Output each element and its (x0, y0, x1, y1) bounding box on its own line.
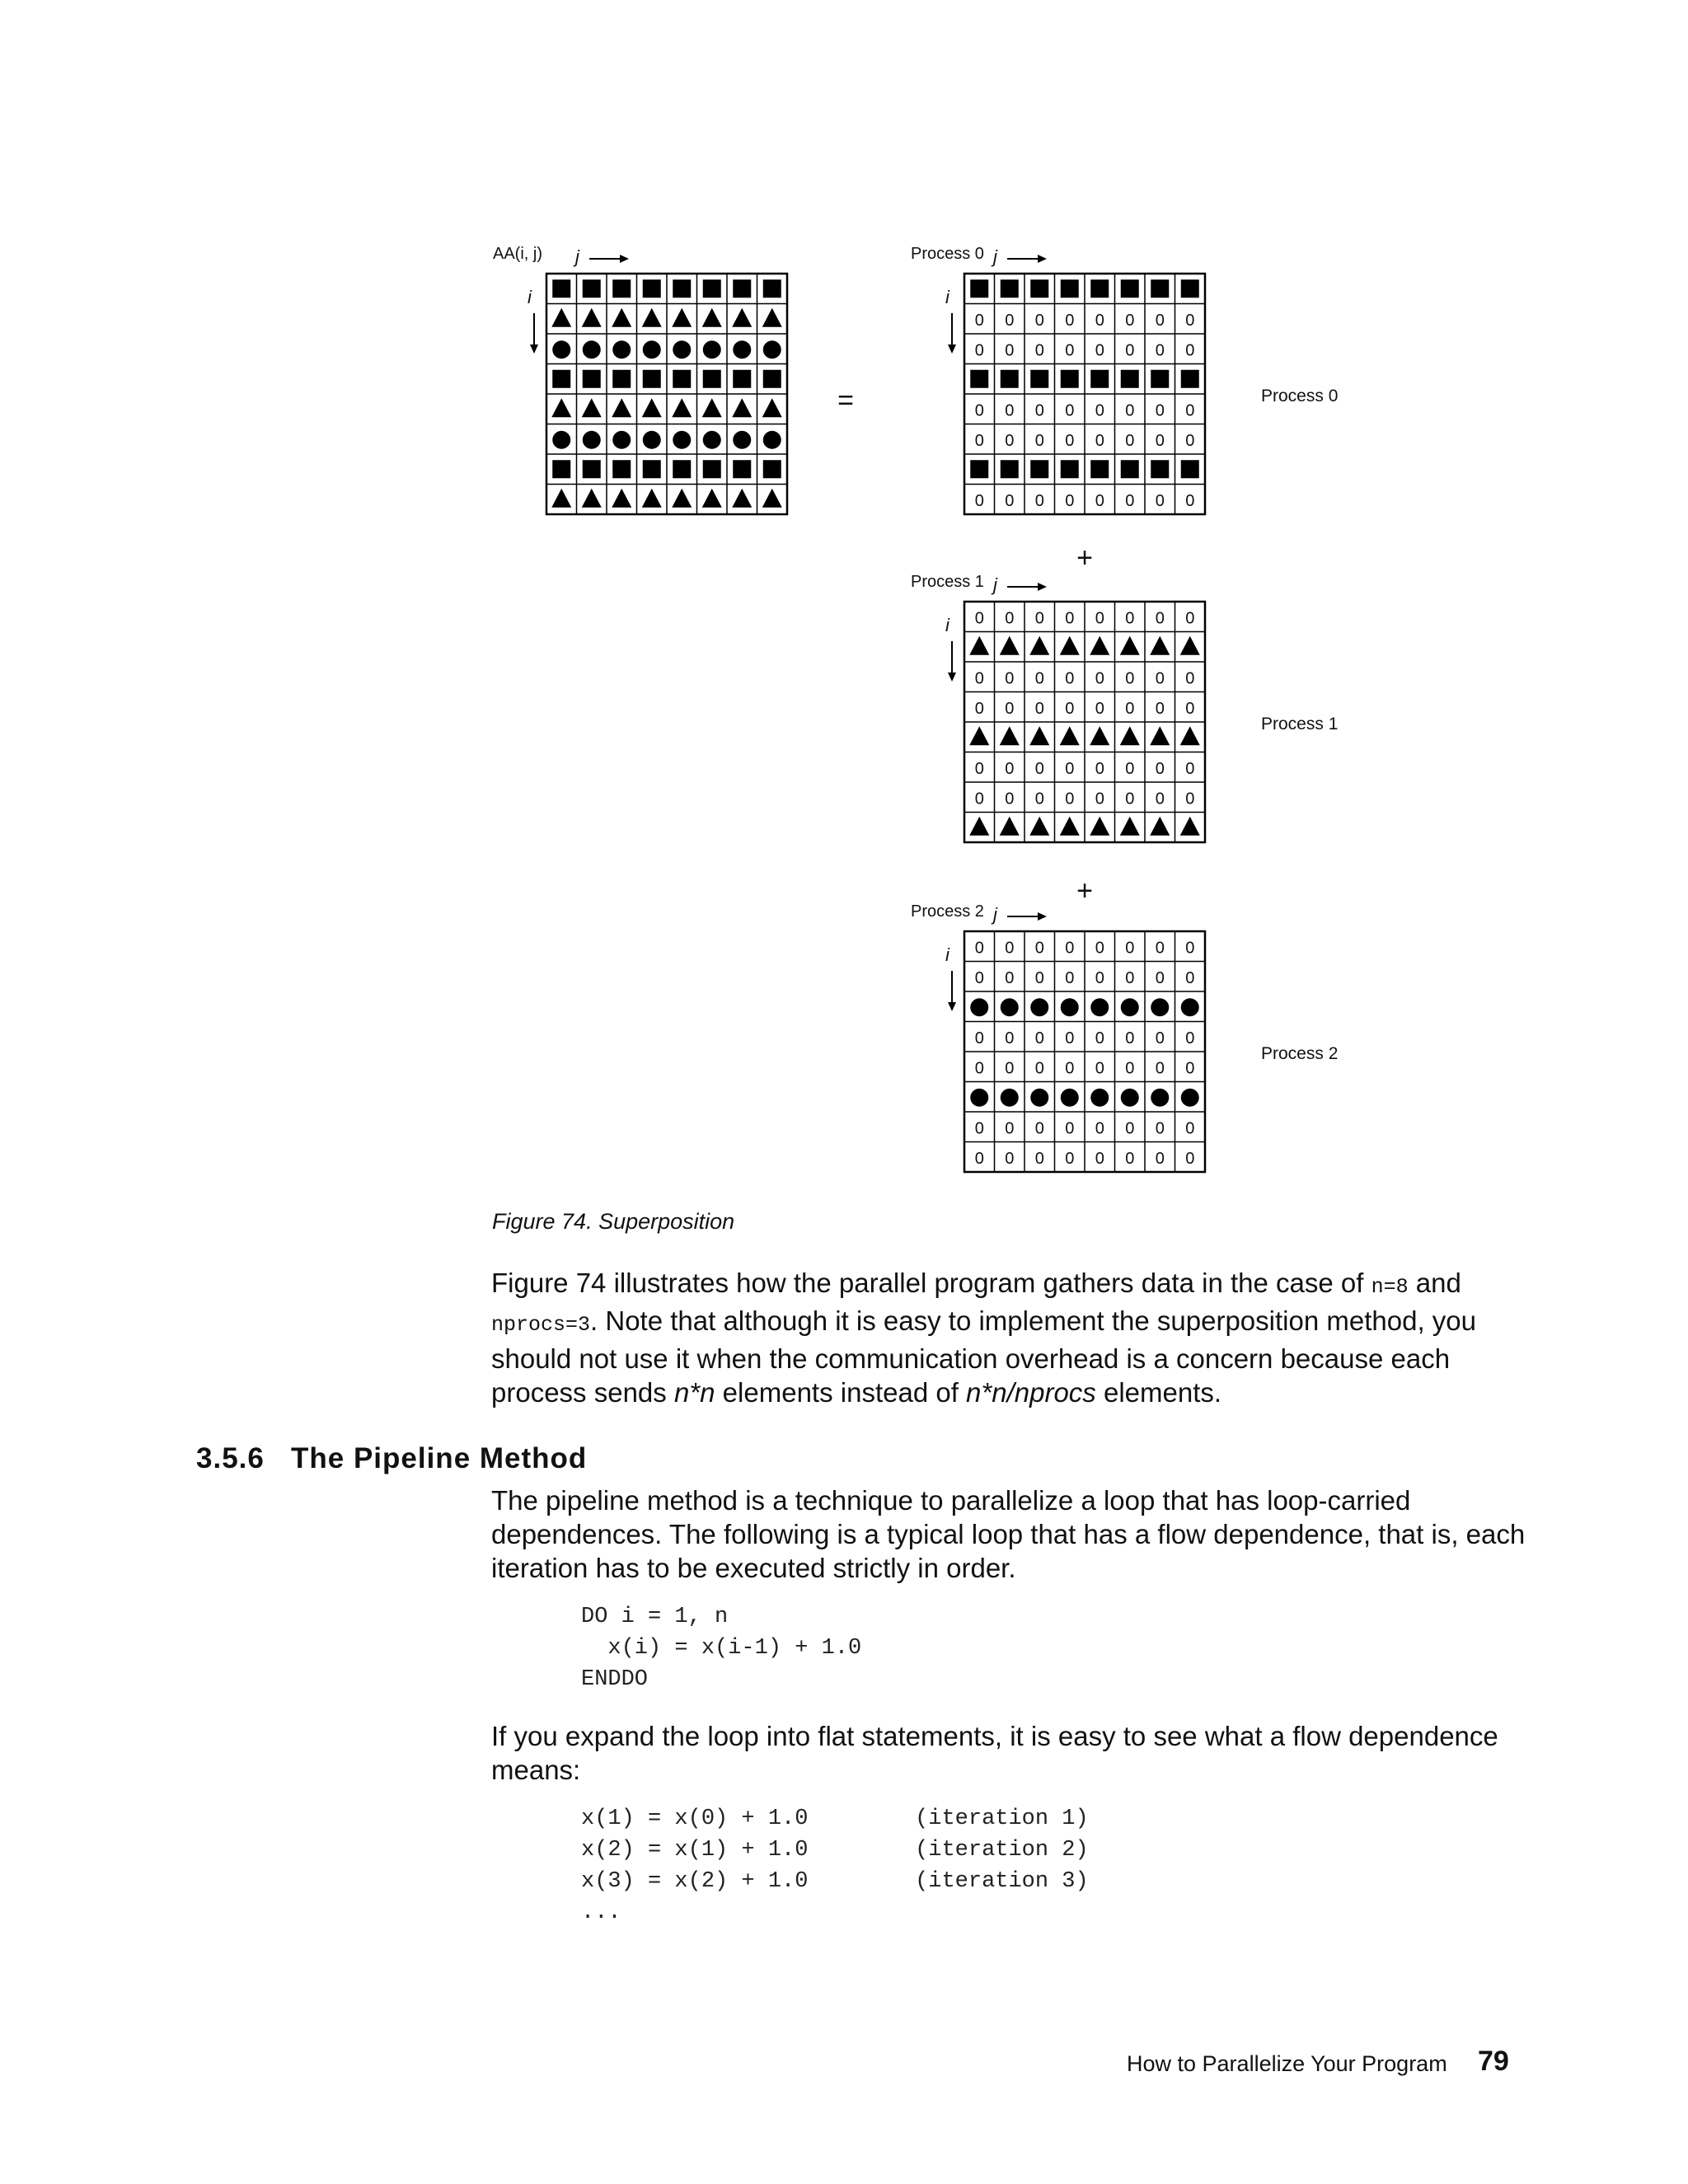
process-2-matrix-cell-zero: 0 (1005, 1029, 1015, 1047)
left-matrix-cell-square (612, 279, 631, 298)
process-2-matrix-cell-circle (1121, 998, 1139, 1016)
process-0-matrix-cell-zero: 0 (1065, 311, 1075, 330)
left-matrix-cell-square (643, 460, 661, 478)
process-1-matrix-cell-zero: 0 (1185, 609, 1195, 628)
process-1-matrix-cell-triangle (1180, 636, 1200, 655)
process-0-matrix-row-index: i (945, 287, 950, 307)
left-matrix-cell-triangle (612, 308, 631, 327)
process-2-matrix-cell-circle (1121, 1089, 1139, 1107)
process-0-matrix-cell-square (1151, 279, 1169, 298)
left-matrix-j-arrowhead (620, 255, 629, 263)
process-1-matrix-label: Process 1 (911, 573, 984, 591)
process-1-matrix-cell-zero: 0 (1005, 759, 1015, 778)
process-2-matrix-cell-zero: 0 (974, 1029, 984, 1047)
left-matrix-cell-triangle (672, 489, 692, 508)
process-1-matrix-cell-zero: 0 (1125, 790, 1135, 808)
left-matrix-cell-triangle (551, 398, 571, 417)
process-0-matrix-cell-square (1181, 279, 1199, 298)
process-0-matrix-cell-square (1061, 279, 1079, 298)
process-1-matrix-cell-zero: 0 (1065, 669, 1075, 688)
left-matrix-col-index: j (575, 246, 579, 267)
process-1-matrix-cell-zero: 0 (974, 790, 984, 808)
plus-sign: + (1076, 542, 1093, 574)
left-matrix-cell-square (643, 279, 661, 298)
process-0-matrix-cell-zero: 0 (1095, 311, 1104, 330)
process-2-matrix-cell-zero: 0 (1185, 939, 1195, 958)
code-block-loop: DO i = 1, n x(i) = x(i-1) + 1.0 ENDDO (581, 1605, 862, 1692)
process-2-matrix-cell-zero: 0 (1095, 1059, 1104, 1078)
left-matrix-cell-triangle (702, 489, 722, 508)
process-2-matrix-cell-circle (970, 998, 988, 1016)
process-1-matrix-cell-zero: 0 (1095, 669, 1104, 688)
left-matrix-cell-square (583, 460, 601, 478)
process-2-matrix-cell-zero: 0 (1065, 1119, 1075, 1138)
process-1-matrix-cell-zero: 0 (1005, 609, 1015, 628)
process-1-matrix-cell-zero: 0 (1095, 790, 1104, 808)
process-1-matrix-cell-zero: 0 (1005, 699, 1015, 718)
process-1-matrix-cell-zero: 0 (1065, 790, 1075, 808)
process-1-matrix-cell-zero: 0 (1125, 759, 1135, 778)
left-matrix-cell-square (552, 370, 570, 388)
process-1-matrix-cell-triangle (1180, 726, 1200, 745)
left-matrix-cell-triangle (582, 308, 602, 327)
process-2-matrix-cell-zero: 0 (974, 1149, 984, 1168)
left-matrix-cell-square (552, 460, 570, 478)
left-matrix-cell-circle (552, 431, 570, 449)
process-0-matrix-cell-zero: 0 (1155, 491, 1165, 510)
process-0-matrix-cell-square (1061, 370, 1079, 388)
process-1-matrix-cell-triangle (1090, 726, 1109, 745)
process-0-matrix-cell-zero: 0 (1155, 311, 1165, 330)
process-0-matrix-cell-zero: 0 (1034, 311, 1044, 330)
process-0-matrix-label: Process 0 (911, 245, 984, 263)
process-2-matrix-cell-zero: 0 (1155, 939, 1165, 958)
left-matrix-cell-triangle (551, 308, 571, 327)
process-0-matrix-cell-zero: 0 (1005, 401, 1015, 420)
left-matrix-cell-triangle (762, 489, 782, 508)
equals-sign: = (837, 385, 854, 416)
process-0-matrix-col-index: j (993, 246, 997, 267)
process-1-matrix-cell-zero: 0 (1034, 609, 1044, 628)
process-2-matrix-cell-zero: 0 (1095, 968, 1104, 987)
process-2-matrix-cell-zero: 0 (1034, 968, 1044, 987)
process-2-matrix-cell-circle (1181, 998, 1199, 1016)
process-1-matrix-cell-zero: 0 (1034, 790, 1044, 808)
process-2-matrix-cell-zero: 0 (1155, 968, 1165, 987)
process-2-matrix-cell-zero: 0 (1095, 939, 1104, 958)
left-matrix-cell-square (552, 279, 570, 298)
process-2-matrix-cell-circle (1090, 1089, 1109, 1107)
left-matrix-cell-circle (763, 340, 781, 359)
process-1-matrix-cell-triangle (1000, 636, 1020, 655)
left-matrix-cell-triangle (642, 308, 662, 327)
process-0-matrix-cell-zero: 0 (1034, 431, 1044, 450)
process-1-matrix-row-index: i (945, 615, 950, 635)
process-0-matrix-cell-zero: 0 (1034, 491, 1044, 510)
process-1-matrix-cell-zero: 0 (1185, 790, 1195, 808)
process-0-matrix-j-arrowhead (1038, 255, 1047, 263)
left-matrix-cell-triangle (642, 489, 662, 508)
process-2-matrix-cell-zero: 0 (1185, 968, 1195, 987)
process-2-matrix-cell-zero: 0 (1034, 1059, 1044, 1078)
process-1-matrix-cell-zero: 0 (1185, 759, 1195, 778)
process-2-matrix-cell-circle (1151, 998, 1169, 1016)
process-2-matrix-cell-circle (970, 1089, 988, 1107)
left-matrix-cell-circle (552, 340, 570, 359)
process-1-matrix-i-arrowhead (948, 673, 956, 682)
section-heading: 3.5.6 The Pipeline Method (196, 1442, 588, 1474)
left-matrix-cell-square (733, 460, 751, 478)
left-matrix-cell-square (673, 370, 691, 388)
process-0-matrix-cell-square (1030, 370, 1048, 388)
left-matrix-cell-circle (673, 431, 691, 449)
process-2-matrix-col-index: j (993, 904, 997, 925)
process-2-matrix-cell-zero: 0 (1005, 968, 1015, 987)
process-2-matrix-cell-zero: 0 (1005, 939, 1015, 958)
process-0-matrix-cell-zero: 0 (1185, 491, 1195, 510)
process-0-matrix-cell-square (1090, 370, 1109, 388)
process-1-matrix-cell-triangle (1090, 817, 1109, 836)
left-matrix-cell-triangle (582, 489, 602, 508)
process-2-matrix-cell-zero: 0 (1185, 1149, 1195, 1168)
inline-code-nprocs: nprocs=3 (491, 1313, 591, 1337)
process-0-matrix-cell-zero: 0 (1005, 311, 1015, 330)
process-2-matrix-row-index: i (945, 944, 950, 965)
process-2-matrix-cell-circle (1030, 998, 1048, 1016)
process-2-matrix-cell-zero: 0 (1155, 1119, 1165, 1138)
left-matrix-cell-circle (673, 340, 691, 359)
process-2-matrix-cell-zero: 0 (1005, 1119, 1015, 1138)
process-1-matrix-cell-triangle (1180, 817, 1200, 836)
left-matrix-cell-triangle (642, 398, 662, 417)
process-1-matrix-cell-triangle (1029, 726, 1049, 745)
process-2-matrix-cell-zero: 0 (1095, 1149, 1104, 1168)
left-matrix-cell-square (673, 279, 691, 298)
process-1-matrix-cell-zero: 0 (1065, 699, 1075, 718)
left-matrix-label: AA(i, j) (493, 245, 542, 263)
process-2-matrix-cell-zero: 0 (974, 1059, 984, 1078)
left-matrix-cell-triangle (702, 308, 722, 327)
process-0-matrix-cell-zero: 0 (1095, 341, 1104, 360)
process-0-matrix-cell-square (970, 279, 988, 298)
left-matrix-cell-circle (733, 340, 751, 359)
figure-caption: Figure 74. Superposition (492, 1209, 735, 1234)
process-0-matrix-cell-zero: 0 (974, 341, 984, 360)
process-1-matrix-cell-triangle (969, 817, 989, 836)
process-2-matrix-cell-zero: 0 (1125, 968, 1135, 987)
process-0-matrix-cell-zero: 0 (1125, 491, 1135, 510)
left-matrix-cell-square (733, 279, 751, 298)
process-1-matrix-cell-zero: 0 (974, 699, 984, 718)
paragraph-pipeline: The pipeline method is a technique to parallelize a loop that has loop-carried dependences. The following is a typical loop that has a flow dependence, that is, each iteration has to be executed strictly in order. (491, 1485, 1526, 1583)
left-matrix-cell-circle (612, 340, 631, 359)
process-2-matrix-cell-zero: 0 (1005, 1149, 1015, 1168)
left-matrix-cell-circle (583, 340, 601, 359)
process-1-matrix-cell-zero: 0 (1095, 609, 1104, 628)
process-0-matrix-cell-zero: 0 (1125, 311, 1135, 330)
left-matrix-i-arrowhead (530, 344, 538, 354)
process-0-matrix-cell-zero: 0 (1125, 341, 1135, 360)
process-1-matrix-cell-zero: 0 (1155, 699, 1165, 718)
process-2-matrix-cell-zero: 0 (1095, 1029, 1104, 1047)
inline-code-n: n=8 (1371, 1275, 1409, 1299)
process-1-matrix-cell-triangle (1060, 726, 1080, 745)
process-1-matrix-cell-zero: 0 (1185, 699, 1195, 718)
process-0-matrix-cell-square (1061, 460, 1079, 478)
process-1-matrix-cell-triangle (1120, 817, 1140, 836)
process-0-matrix-cell-zero: 0 (1005, 431, 1015, 450)
process-0-matrix-cell-zero: 0 (1095, 491, 1104, 510)
process-0-matrix-cell-zero: 0 (1185, 341, 1195, 360)
process-0-matrix-i-arrowhead (948, 344, 956, 354)
process-2-matrix-j-arrowhead (1038, 912, 1047, 921)
process-2-matrix-cell-zero: 0 (1155, 1029, 1165, 1047)
left-matrix-cell-triangle (672, 308, 692, 327)
left-matrix-cell-square (673, 460, 691, 478)
process-2-matrix-cell-circle (1001, 998, 1019, 1016)
process-1-matrix-cell-triangle (1060, 817, 1080, 836)
left-matrix-cell-triangle (732, 489, 752, 508)
process-2-matrix-cell-circle (1061, 1089, 1079, 1107)
process-1-matrix-cell-zero: 0 (1034, 699, 1044, 718)
process-2-matrix-cell-zero: 0 (1065, 1029, 1075, 1047)
process-2-matrix-cell-zero: 0 (1125, 1029, 1135, 1047)
process-0-matrix-cell-zero: 0 (1034, 401, 1044, 420)
process-1-label: Process 1 (1261, 715, 1339, 733)
process-1-matrix-cell-zero: 0 (1185, 669, 1195, 688)
process-2-matrix-cell-zero: 0 (1095, 1119, 1104, 1138)
process-1-matrix-cell-triangle (1150, 726, 1170, 745)
process-1-matrix-cell-zero: 0 (1065, 759, 1075, 778)
process-0-matrix-cell-zero: 0 (1185, 401, 1195, 420)
process-1-matrix-cell-zero: 0 (1034, 759, 1044, 778)
process-0-matrix-cell-square (1121, 370, 1139, 388)
left-matrix-cell-circle (763, 431, 781, 449)
process-2-matrix-cell-zero: 0 (1065, 1149, 1075, 1168)
process-0-matrix-cell-square (1090, 279, 1109, 298)
process-0-matrix-cell-square (1181, 370, 1199, 388)
process-0-matrix-cell-square (1001, 460, 1019, 478)
process-2-matrix-cell-circle (1061, 998, 1079, 1016)
process-2-matrix-cell-zero: 0 (1065, 939, 1075, 958)
process-0-matrix-cell-zero: 0 (974, 311, 984, 330)
process-1-matrix-cell-triangle (1000, 817, 1020, 836)
page-number: 79 (1478, 2046, 1509, 2077)
process-0-matrix-cell-zero: 0 (1125, 431, 1135, 450)
process-1-matrix-j-arrowhead (1038, 583, 1047, 591)
process-2-label: Process 2 (1261, 1044, 1339, 1063)
process-0-label: Process 0 (1261, 387, 1339, 405)
process-2-matrix-cell-zero: 0 (1155, 1149, 1165, 1168)
process-1-matrix-cell-zero: 0 (1065, 609, 1075, 628)
process-0-matrix-cell-zero: 0 (974, 491, 984, 510)
process-0-matrix-cell-zero: 0 (1065, 341, 1075, 360)
process-1-matrix-cell-triangle (969, 726, 989, 745)
process-0-matrix-cell-zero: 0 (1095, 401, 1104, 420)
process-1-matrix-cell-zero: 0 (974, 759, 984, 778)
process-0-matrix-cell-zero: 0 (1095, 431, 1104, 450)
process-2-matrix-cell-circle (1001, 1089, 1019, 1107)
left-matrix-cell-circle (703, 431, 721, 449)
process-0-matrix-cell-square (1151, 460, 1169, 478)
left-matrix-cell-square (612, 460, 631, 478)
process-2-matrix-cell-zero: 0 (1185, 1119, 1195, 1138)
process-2-matrix-cell-zero: 0 (1034, 939, 1044, 958)
process-0-matrix-cell-zero: 0 (974, 401, 984, 420)
process-1-matrix-cell-triangle (969, 636, 989, 655)
left-matrix-cell-triangle (612, 489, 631, 508)
process-1-matrix-cell-triangle (1150, 636, 1170, 655)
process-1-matrix-cell-zero: 0 (1095, 699, 1104, 718)
process-0-matrix-cell-square (1090, 460, 1109, 478)
plus-sign: + (1076, 875, 1093, 907)
process-0-matrix-cell-zero: 0 (1034, 341, 1044, 360)
process-2-matrix-cell-circle (1030, 1089, 1048, 1107)
process-2-matrix-cell-zero: 0 (1125, 1059, 1135, 1078)
process-2-matrix-cell-zero: 0 (1125, 939, 1135, 958)
process-1-matrix-cell-triangle (1060, 636, 1080, 655)
left-matrix-cell-circle (612, 431, 631, 449)
left-matrix-cell-triangle (732, 398, 752, 417)
left-matrix-cell-circle (583, 431, 601, 449)
process-2-matrix-cell-zero: 0 (1125, 1149, 1135, 1168)
paragraph-flow-dependence: If you expand the loop into flat statements, it is easy to see what a flow dependence means: (491, 1721, 1498, 1785)
process-0-matrix-cell-zero: 0 (1185, 311, 1195, 330)
process-0-matrix-cell-square (1181, 460, 1199, 478)
process-0-matrix-cell-square (1001, 370, 1019, 388)
process-1-matrix-cell-zero: 0 (1005, 790, 1015, 808)
process-2-matrix-i-arrowhead (948, 1002, 956, 1011)
process-1-matrix-cell-zero: 0 (1125, 669, 1135, 688)
process-2-matrix-cell-zero: 0 (1125, 1119, 1135, 1138)
left-matrix-cell-circle (643, 431, 661, 449)
process-2-matrix-label: Process 2 (911, 902, 984, 921)
process-2-matrix-cell-zero: 0 (1155, 1059, 1165, 1078)
process-0-matrix-cell-square (1121, 460, 1139, 478)
left-matrix-cell-square (733, 370, 751, 388)
process-0-matrix-cell-zero: 0 (1125, 401, 1135, 420)
left-matrix-cell-square (583, 370, 601, 388)
left-matrix-cell-square (763, 370, 781, 388)
code-block-expanded: x(1) = x(0) + 1.0 (iteration 1) x(2) = x(1) + 1.0 (iteration 2) x(3) = x(2) + 1.0 (iteration 3) ... (581, 1807, 1089, 1925)
process-1-matrix-cell-zero: 0 (1005, 669, 1015, 688)
process-0-matrix-cell-zero: 0 (1065, 431, 1075, 450)
process-0-matrix-cell-square (970, 370, 988, 388)
process-1-matrix-cell-triangle (1029, 817, 1049, 836)
process-1-matrix-cell-triangle (1120, 726, 1140, 745)
left-matrix-cell-triangle (612, 398, 631, 417)
process-1-matrix-cell-zero: 0 (1155, 669, 1165, 688)
process-2-matrix-cell-zero: 0 (1034, 1119, 1044, 1138)
left-matrix-cell-square (763, 279, 781, 298)
left-matrix-cell-triangle (762, 308, 782, 327)
left-matrix-cell-square (703, 279, 721, 298)
left-matrix-cell-circle (703, 340, 721, 359)
left-matrix-cell-square (703, 370, 721, 388)
process-1-matrix-cell-zero: 0 (1155, 790, 1165, 808)
left-matrix-cell-circle (643, 340, 661, 359)
process-0-matrix-cell-square (1121, 279, 1139, 298)
left-matrix-cell-triangle (582, 398, 602, 417)
process-1-matrix-cell-triangle (1029, 636, 1049, 655)
process-2-matrix-cell-zero: 0 (1065, 1059, 1075, 1078)
process-2-matrix-cell-circle (1090, 998, 1109, 1016)
process-1-matrix-cell-zero: 0 (1155, 609, 1165, 628)
left-matrix-cell-square (612, 370, 631, 388)
process-2-matrix-cell-zero: 0 (1065, 968, 1075, 987)
process-1-matrix-cell-zero: 0 (1095, 759, 1104, 778)
process-2-matrix-cell-circle (1181, 1089, 1199, 1107)
process-0-matrix-cell-zero: 0 (1005, 341, 1015, 360)
process-0-matrix-cell-square (970, 460, 988, 478)
process-1-matrix-cell-zero: 0 (1125, 609, 1135, 628)
process-0-matrix-cell-zero: 0 (974, 431, 984, 450)
process-1-matrix-cell-triangle (1090, 636, 1109, 655)
process-0-matrix-cell-zero: 0 (1155, 401, 1165, 420)
left-matrix-cell-triangle (702, 398, 722, 417)
process-2-matrix-cell-zero: 0 (974, 1119, 984, 1138)
process-0-matrix-cell-zero: 0 (1065, 401, 1075, 420)
left-matrix-cell-square (583, 279, 601, 298)
process-2-matrix-cell-zero: 0 (1034, 1029, 1044, 1047)
process-1-matrix-cell-triangle (1000, 726, 1020, 745)
process-0-matrix-cell-square (1030, 279, 1048, 298)
process-0-matrix-cell-square (1151, 370, 1169, 388)
process-1-matrix-cell-triangle (1120, 636, 1140, 655)
process-0-matrix-cell-zero: 0 (1155, 431, 1165, 450)
process-1-matrix-cell-zero: 0 (1125, 699, 1135, 718)
left-matrix-cell-circle (733, 431, 751, 449)
process-0-matrix-cell-zero: 0 (1065, 491, 1075, 510)
left-matrix-cell-triangle (762, 398, 782, 417)
paragraph-superposition: Figure 74 illustrates how the parallel program gathers data in the case of n=8 and nprocs=3. Note that although it is easy to implement the superposition method, you should not use it when the communication overhead is a concern because each process sends n*n elements instead of n*n/nprocs elements. (491, 1268, 1476, 1408)
process-1-matrix-cell-zero: 0 (1155, 759, 1165, 778)
process-0-matrix-cell-zero: 0 (1155, 341, 1165, 360)
process-2-matrix-cell-zero: 0 (1034, 1149, 1044, 1168)
process-0-matrix-cell-zero: 0 (1185, 431, 1195, 450)
process-1-matrix-cell-triangle (1150, 817, 1170, 836)
left-matrix-cell-triangle (551, 489, 571, 508)
process-2-matrix-cell-zero: 0 (974, 939, 984, 958)
left-matrix-cell-square (703, 460, 721, 478)
process-1-matrix-col-index: j (993, 574, 997, 595)
process-2-matrix-cell-zero: 0 (974, 968, 984, 987)
left-matrix-cell-triangle (672, 398, 692, 417)
process-1-matrix-cell-zero: 0 (974, 609, 984, 628)
footer-title: How to Parallelize Your Program (1127, 2051, 1447, 2076)
process-2-matrix-cell-zero: 0 (1185, 1059, 1195, 1078)
process-0-matrix-cell-square (1001, 279, 1019, 298)
process-0-matrix-cell-square (1030, 460, 1048, 478)
left-matrix-cell-square (763, 460, 781, 478)
left-matrix-row-index: i (528, 287, 532, 307)
process-0-matrix-cell-zero: 0 (1005, 491, 1015, 510)
left-matrix-cell-square (643, 370, 661, 388)
left-matrix-cell-triangle (732, 308, 752, 327)
process-2-matrix-cell-zero: 0 (1005, 1059, 1015, 1078)
process-2-matrix-cell-zero: 0 (1185, 1029, 1195, 1047)
process-1-matrix-cell-zero: 0 (974, 669, 984, 688)
process-1-matrix-cell-zero: 0 (1034, 669, 1044, 688)
process-2-matrix-cell-circle (1151, 1089, 1169, 1107)
